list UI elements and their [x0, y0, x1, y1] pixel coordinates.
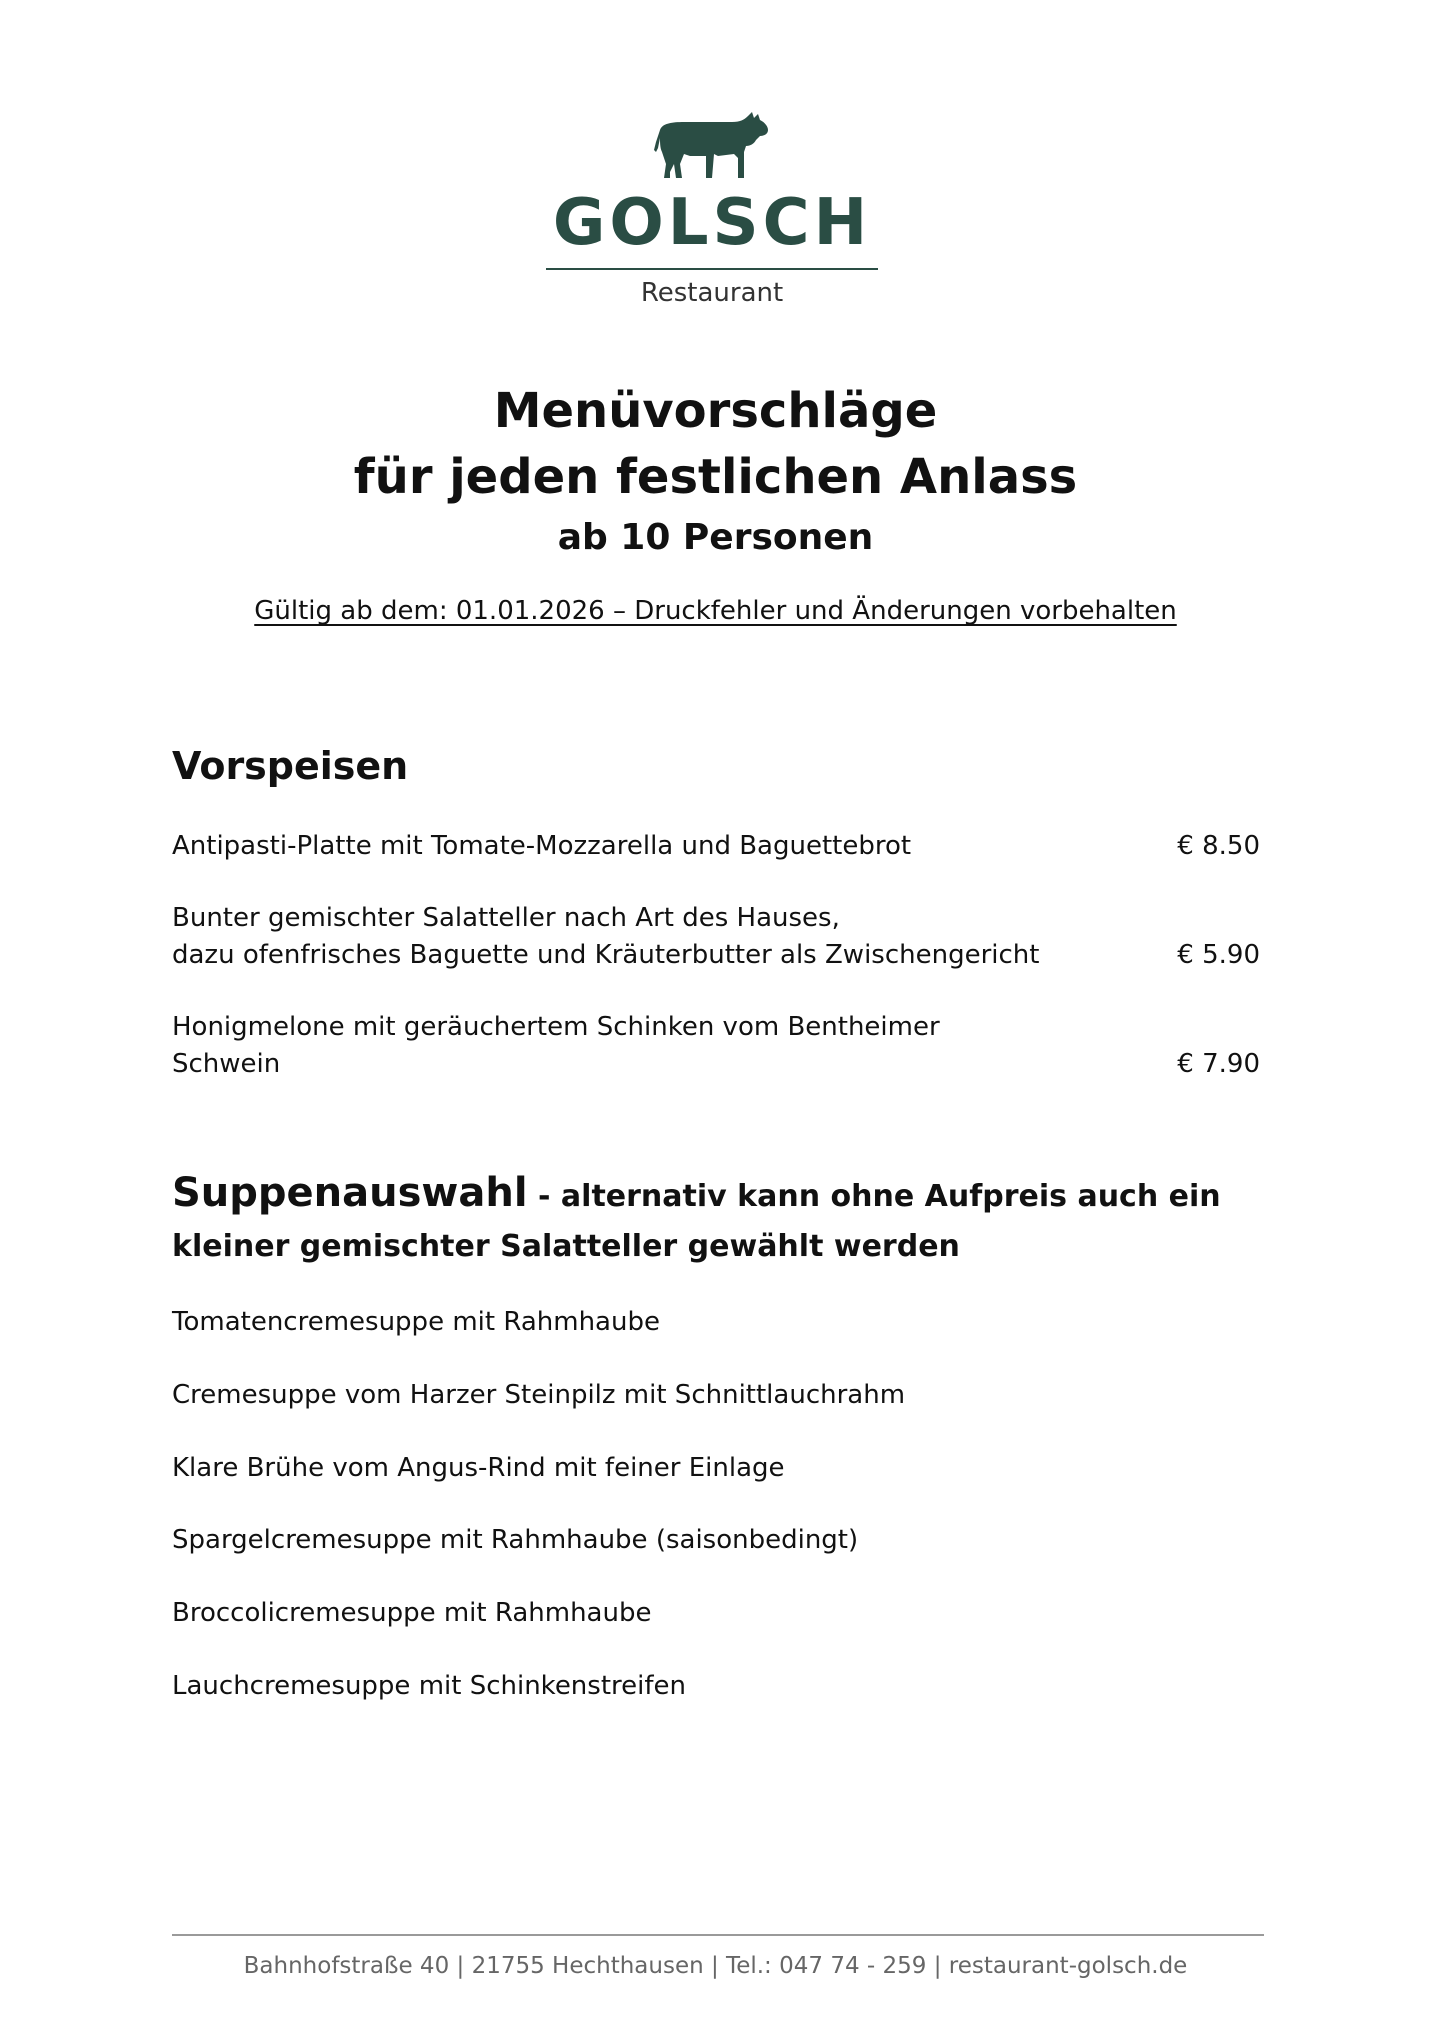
footer-address: Bahnhofstraße 40 | 21755 Hechthausen | Tel.: 047 74 - 259 | restaurant-golsch.de	[243, 1953, 1188, 1979]
list-item: Tomatencremesuppe mit Rahmhaube	[172, 1307, 660, 1337]
title-line-1: Menüvorschläge	[493, 383, 938, 439]
list-item: Spargelcremesuppe mit Rahmhaube (saisonbedingt)	[172, 1525, 859, 1555]
list-item: Lauchcremesuppe mit Schinkenstreifen	[172, 1671, 686, 1701]
item-description-line-2: dazu ofenfrisches Baguette und Kräuterbutter als Zwischengericht	[172, 940, 1040, 970]
item-description: Honigmelone mit geräuchertem Schinken vom Bentheimer Schwein	[172, 1012, 940, 1079]
list-item: Broccolicremesuppe mit Rahmhaube	[172, 1598, 652, 1628]
item-price: € 8.50	[1177, 831, 1260, 861]
menu-item	[172, 900, 1260, 974]
soups-title: Suppenauswahl	[172, 1170, 528, 1216]
section-title-starters: Vorspeisen	[172, 744, 409, 788]
validity-notice: Gültig ab dem: 01.01.2026 – Druckfehler und Änderungen vorbehalten	[254, 596, 1177, 626]
section-title-soups	[172, 1170, 1272, 1274]
cow-icon	[654, 112, 770, 180]
item-description-line-1: Bunter gemischter Salatteller nach Art des Hauses,	[172, 903, 840, 933]
menu-item	[172, 1009, 1260, 1083]
brand-name: GOLSCH	[552, 186, 872, 260]
menu-item	[172, 828, 1260, 865]
item-price: € 7.90	[1177, 1049, 1260, 1079]
restaurant-logo	[546, 112, 878, 310]
logo-divider	[546, 268, 878, 270]
page-title	[0, 378, 1431, 566]
brand-subtitle: Restaurant	[640, 278, 784, 308]
soups-note: - alternativ kann ohne Aufpreis auch ein kleiner gemischter Salatteller gewählt werden	[172, 1179, 1221, 1264]
item-price: € 5.90	[1177, 940, 1260, 970]
title-line-2: für jeden festlichen Anlass	[353, 449, 1078, 505]
item-description: Antipasti-Platte mit Tomate-Mozzarella und Baguettebrot	[172, 831, 912, 861]
title-line-3: ab 10 Personen	[557, 517, 874, 558]
list-item: Klare Brühe vom Angus-Rind mit feiner Einlage	[172, 1453, 785, 1483]
list-item: Cremesuppe vom Harzer Steinpilz mit Schnittlauchrahm	[172, 1380, 906, 1410]
footer-divider	[172, 1934, 1264, 1936]
